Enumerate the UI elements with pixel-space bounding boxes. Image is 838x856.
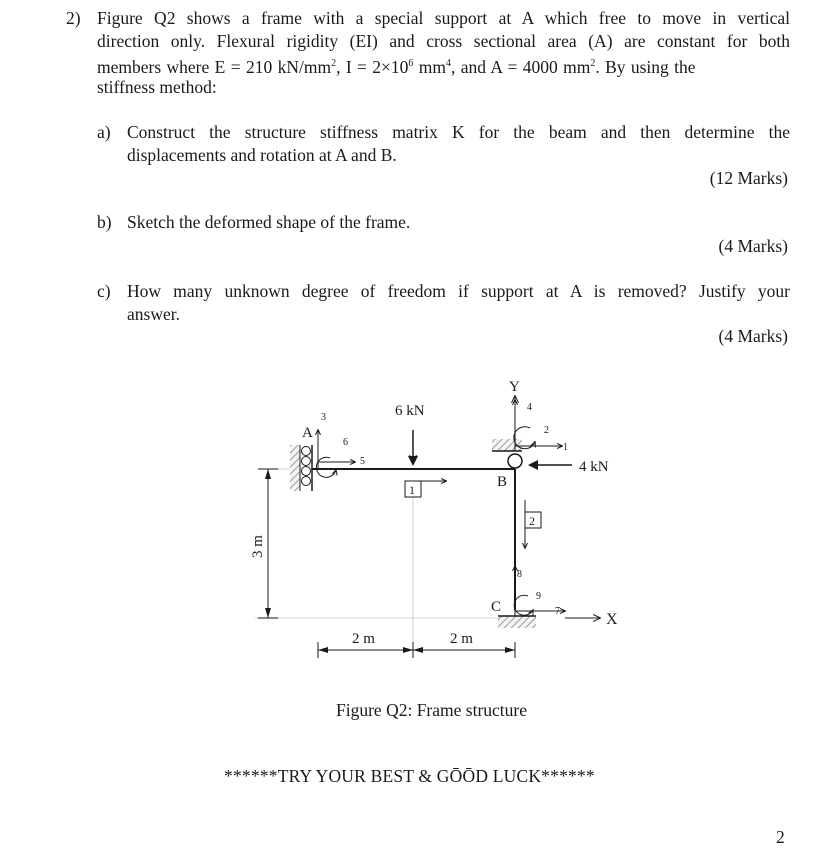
question-number: 2) <box>66 8 81 28</box>
line3-part-b: , I = 2×10 <box>336 56 409 77</box>
support-b-hatch <box>492 439 522 451</box>
height-arrow-bottom <box>265 608 271 618</box>
part-a-line-2: displacements and rotation at A and B. <box>127 145 397 165</box>
label-dim-right: 2 m <box>450 631 473 647</box>
figure-caption: Figure Q2: Frame structure <box>336 700 527 720</box>
roller-a-3 <box>302 467 311 476</box>
label-member-1: 1 <box>409 483 415 497</box>
line3-part-d: , and A = 4000 mm <box>451 56 591 77</box>
question-intro-line-1: Figure Q2 shows a frame with a special support at A which free to move in vertical <box>97 8 790 28</box>
support-c-hatch <box>498 616 536 628</box>
line3-part-a: members where E = 210 kN/mm <box>97 56 332 77</box>
sup-2-second: 2 <box>590 58 596 69</box>
load-4kn-head <box>528 460 538 470</box>
part-c-line-1: How many unknown degree of freedom if support at A is removed? Justify your <box>127 281 790 301</box>
label-axis-x: X <box>606 611 618 628</box>
question-intro-line-4: stiffness method: <box>97 77 217 97</box>
label-dof-9: 9 <box>536 591 541 602</box>
part-b-marks: (4 Marks) <box>718 236 788 256</box>
label-node-c: C <box>491 599 502 615</box>
width-arrow-right <box>505 647 515 653</box>
sup-6: 6 <box>408 58 414 69</box>
load-6kn-head <box>408 456 418 466</box>
label-member-2: 2 <box>529 514 535 528</box>
label-dof-5: 5 <box>360 456 365 467</box>
part-b-line-1: Sketch the deformed shape of the frame. <box>127 212 411 232</box>
label-dof-4: 4 <box>527 402 532 413</box>
label-dim-height: 3 m <box>250 535 266 558</box>
label-dim-left: 2 m <box>352 631 375 647</box>
wall-hatch-a <box>290 445 300 491</box>
sup-4: 4 <box>446 58 451 69</box>
roller-a-4 <box>302 477 311 486</box>
label-dof-6: 6 <box>343 437 348 448</box>
label-node-a: A <box>302 425 313 441</box>
roller-a-2 <box>302 457 311 466</box>
question-intro-line-2: direction only. Flexural rigidity (EI) and cross sectional area (A) are constant for both <box>97 31 790 51</box>
label-4kn: 4 kN <box>579 459 609 475</box>
part-a-line-1: Construct the structure stiffness matrix K for the beam and then determine the <box>127 122 790 142</box>
label-dof-8: 8 <box>517 569 522 580</box>
dof-6-arc <box>316 457 336 477</box>
label-dof-3: 3 <box>321 412 326 423</box>
page-number: 2 <box>776 827 785 847</box>
width-arrow-mid-right <box>413 647 423 653</box>
part-c-marks: (4 Marks) <box>718 326 788 346</box>
part-c-line-2: answer. <box>127 304 180 324</box>
node-b-pin <box>508 454 522 468</box>
width-arrow-left <box>318 647 328 653</box>
label-dof-1: 1 <box>563 442 568 453</box>
label-axis-y: Y <box>509 379 520 395</box>
part-a-marks: (12 Marks) <box>709 168 788 188</box>
part-a-label: a) <box>97 122 111 142</box>
part-b-label: b) <box>97 212 112 232</box>
label-6kn: 6 kN <box>395 403 425 419</box>
good-luck-banner: ******TRY YOUR BEST & GŌŌD LUCK****** <box>224 766 595 786</box>
width-arrow-mid-left <box>403 647 413 653</box>
dof-2-arc <box>514 427 535 449</box>
label-dof-2: 2 <box>544 425 549 436</box>
line3-part-e: . By using the <box>595 56 696 77</box>
line3-part-c: mm <box>413 56 446 77</box>
part-c-label: c) <box>97 281 111 301</box>
roller-a-1 <box>302 447 311 456</box>
label-node-b: B <box>497 474 508 490</box>
dof-9-arc <box>514 595 533 615</box>
label-dof-7: 7 <box>555 606 560 617</box>
height-arrow-top <box>265 469 271 479</box>
sup-2-first: 2 <box>331 58 337 69</box>
